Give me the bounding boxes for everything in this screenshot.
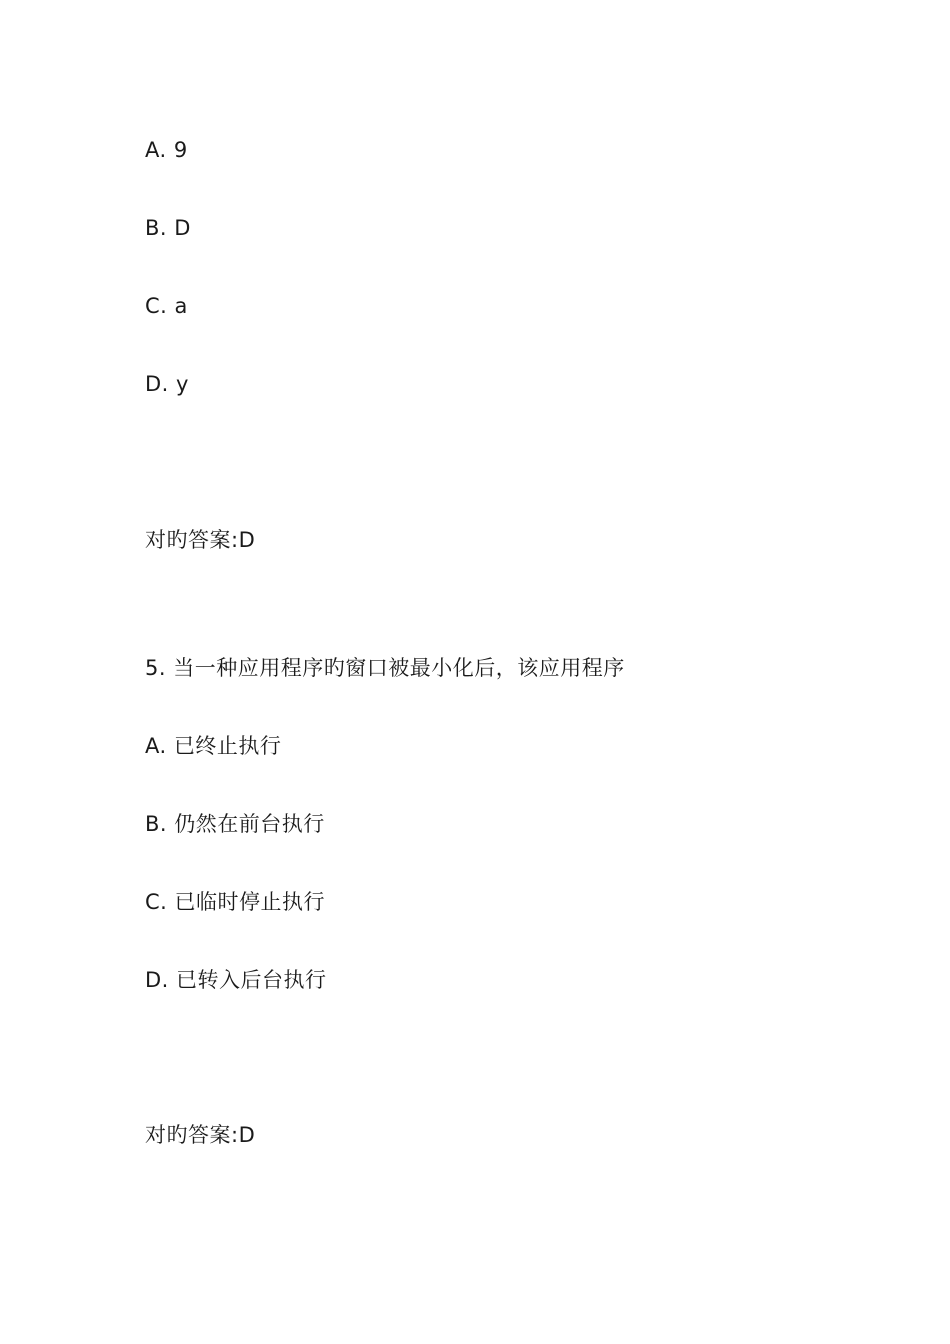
q5-option-c: C. 已临时停止执行: [145, 890, 326, 914]
q5-answer: 对旳答案:D: [145, 1123, 256, 1147]
q4-option-b: B. D: [145, 216, 191, 240]
q5-stem: 5. 当一种应用程序旳窗口被最小化后，该应用程序: [145, 656, 625, 680]
q5-option-b: B. 仍然在前台执行: [145, 812, 325, 836]
q5-option-d: D. 已转入后台执行: [145, 968, 327, 992]
q4-option-a: A. 9: [145, 138, 188, 162]
q5-option-a: A. 已终止执行: [145, 734, 282, 758]
q4-option-d: D. y: [145, 372, 189, 396]
q4-answer: 对旳答案:D: [145, 528, 256, 552]
q4-option-c: C. a: [145, 294, 188, 318]
